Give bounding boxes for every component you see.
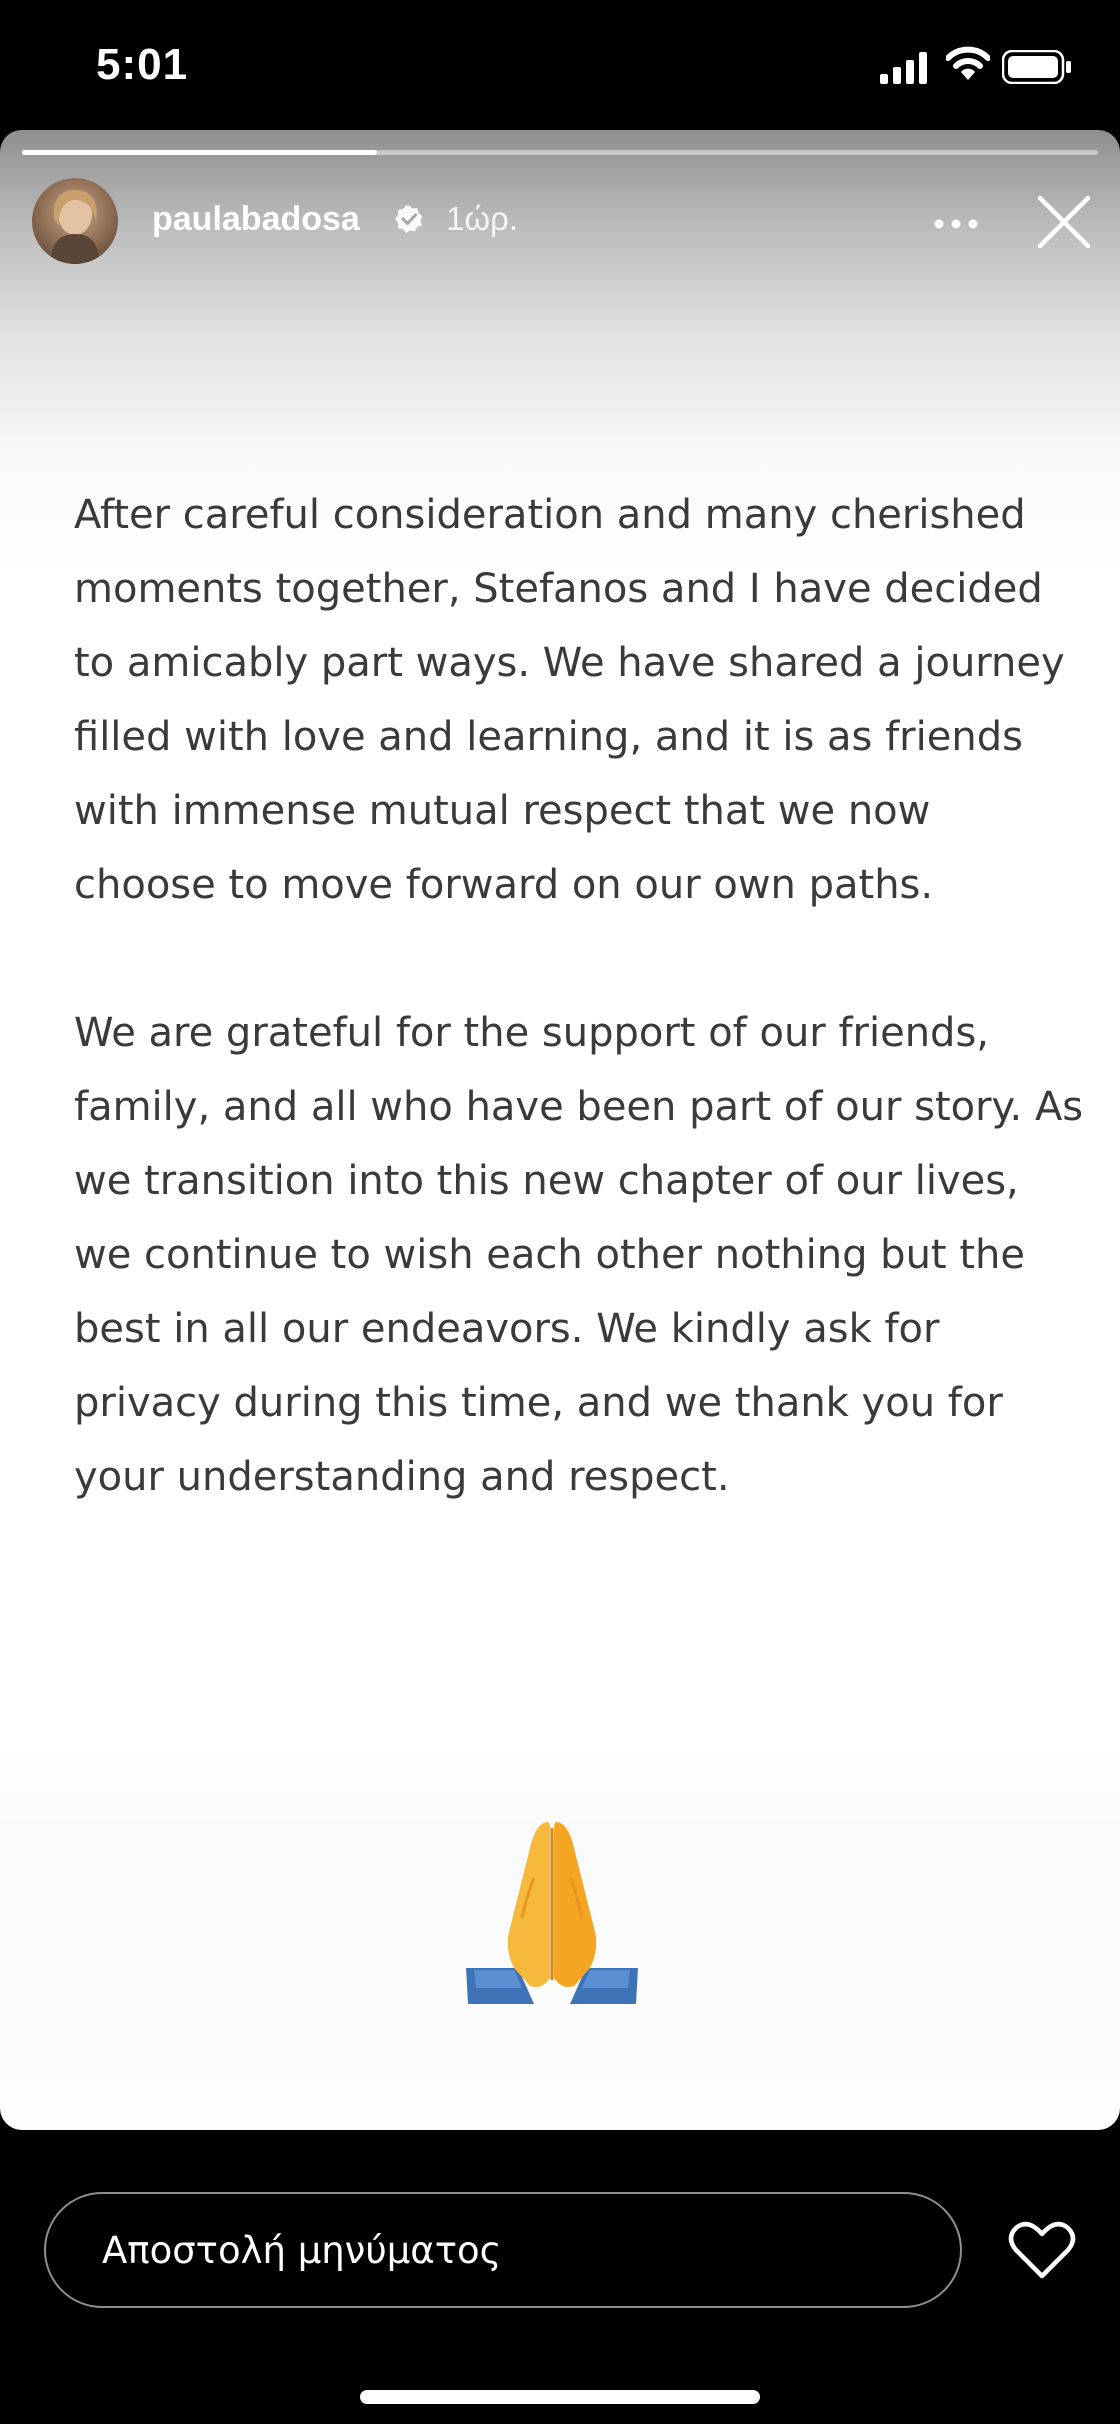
status-bar xyxy=(0,0,1120,130)
signal-icon xyxy=(880,52,930,89)
story-paragraph: We are grateful for the support of our friends, family, and all who have been part of our story. As we transition into this new chapter of our lives, we continue to wish each other nothing but the best in all our endeavors. We kindly ask for privacy during this time, and we thank you for your understanding and respect. xyxy=(74,1010,1084,1500)
story-text xyxy=(74,478,1084,1588)
status-time: 5:01 xyxy=(96,40,189,89)
battery-icon xyxy=(1002,50,1072,89)
story-paragraph: After careful consideration and many cherished moments together, Stefanos and I have decided to amicably part ways. We have shared a journey filled with love and learning, and it is as friends with immense mutual respect that we now choose to move forward on our own paths. xyxy=(74,492,1065,908)
more-icon[interactable] xyxy=(934,216,978,234)
close-icon[interactable] xyxy=(1036,194,1092,255)
wifi-icon xyxy=(946,46,990,87)
story-progress-fill xyxy=(22,150,377,155)
avatar[interactable] xyxy=(32,178,118,264)
heart-icon[interactable] xyxy=(1008,2220,1076,2285)
verified-badge-icon xyxy=(394,204,424,239)
folded-hands-emoji xyxy=(460,1818,644,2013)
story-time-ago: 1ώρ. xyxy=(446,200,519,237)
send-message-input[interactable] xyxy=(44,2192,962,2308)
story-card[interactable] xyxy=(0,130,1120,2130)
story-progress-bar xyxy=(22,150,1098,155)
home-indicator xyxy=(360,2390,760,2404)
story-username[interactable]: paulabadosa xyxy=(152,200,360,238)
